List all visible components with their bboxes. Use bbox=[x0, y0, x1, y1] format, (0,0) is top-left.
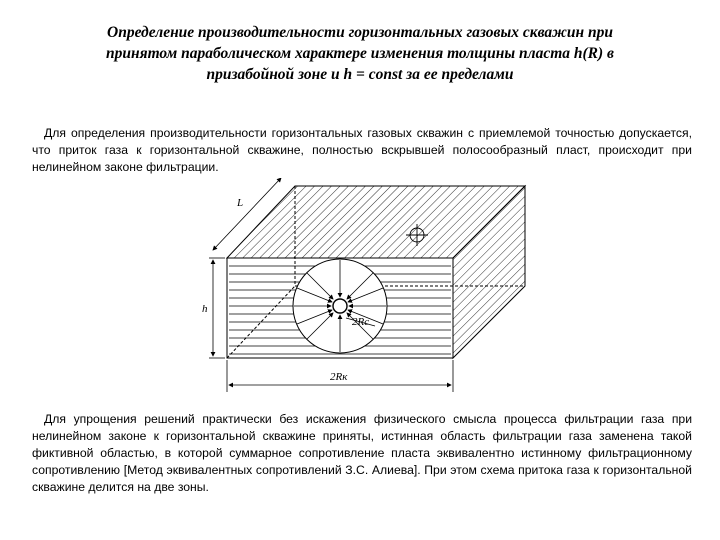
dimension-h bbox=[209, 258, 225, 358]
paragraph-intro: Для определения производительности горизонтальных газовых скважин с приемлемой точностью допускается, что приток газа к горизонтальной скважине, полностью вскрывшей полосообразный пласт, происходит при нелинейном законе фильтрации. bbox=[32, 126, 692, 174]
slide-title bbox=[40, 22, 680, 85]
reservoir-diagram bbox=[195, 178, 535, 408]
well-bore bbox=[333, 299, 347, 313]
label-L: L bbox=[237, 197, 244, 209]
title-line-3: призабойной зоне и h = const за ее пределами bbox=[206, 66, 514, 83]
label-2Rc: 2Rс bbox=[352, 316, 370, 328]
paragraph-simplification: Для упрощения решений практически без искажения физического смысла процесса фильтрации газа при нелинейном законе к горизонтальной скважине приняты, истинная область фильтрации газа заменена такой фиктивной областью, в которой суммарное сопротивление пласта эквивалентно истинному фильтрационному сопротивлению [Метод эквивалентных сопротивлений З.С. Алиева]. При этом схема притока газа к горизонтальной скважине делится на две зоны. bbox=[32, 412, 692, 494]
label-2Rk: 2Rк bbox=[330, 371, 348, 383]
label-h: h bbox=[202, 303, 208, 315]
title-line-1: Определение производительности горизонтальных газовых скважин при bbox=[107, 24, 613, 41]
title-line-2: принятом параболическом характере изменения толщины пласта h(R) в bbox=[106, 45, 614, 62]
